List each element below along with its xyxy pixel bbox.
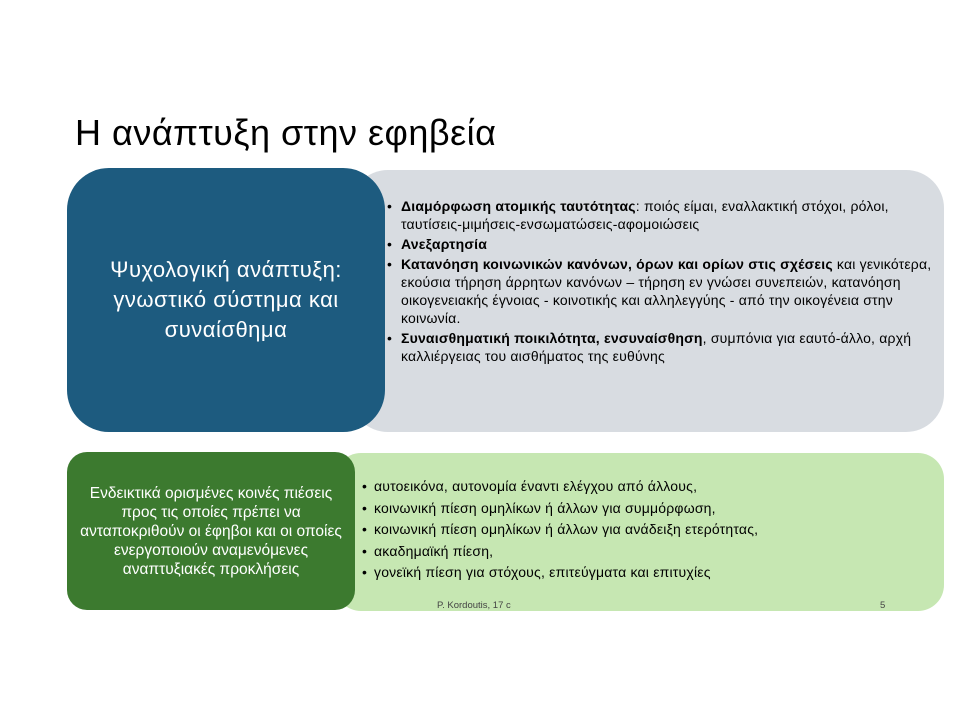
bullet-text: ακαδημαϊκή πίεση, — [374, 542, 494, 559]
list-item — [362, 562, 932, 584]
bottom-heading-box — [67, 452, 355, 610]
top-heading-box — [67, 168, 385, 432]
bullet-bold-text: Ανεξαρτησία — [401, 236, 488, 252]
top-bullet-list — [387, 197, 932, 369]
bullet-bold-text: Διαμόρφωση ατομικής ταυτότητας — [401, 198, 636, 214]
bullet-text: κοινωνική πίεση ομηλίκων ή άλλων για ανάδειξη ετερότητας, — [374, 521, 759, 537]
list-item — [362, 476, 932, 498]
list-item — [362, 498, 932, 520]
bullet-text: κοινωνική πίεση ομηλίκων ή άλλων για συμμόρφωση, — [374, 499, 716, 516]
bullet-bold-text: Συναισθηματική ποικιλότητα, ενσυναίσθηση — [401, 330, 703, 346]
bullet-text: και γενικότερα, εκούσια τήρηση άρρητων κανόνων – τήρηση εν γνώσει συνεπειών, κατανόηση οικογενειακής έγνοιας - κοινοτικής και αλληλεγγύης - από την οικογένεια στην κοινωνία. — [401, 256, 932, 326]
slide-title: Η ανάπτυξη στην εφηβεία — [75, 112, 497, 153]
list-item — [362, 519, 932, 541]
bullet-bold-text: Κατανόηση κοινωνικών κανόνων, όρων και ορίων στις σχέσεις — [401, 256, 833, 272]
list-item — [387, 197, 932, 233]
page-number: 5 — [880, 600, 886, 611]
bullet-text: γονεϊκή πίεση για στόχους, επιτεύγματα και επιτυχίες — [374, 564, 711, 580]
bullet-text: αυτοεικόνα, αυτονομία έναντι ελέγχου από άλλους, — [374, 478, 698, 494]
bottom-heading-text: Ενδεικτικά ορισμένες κοινές πιέσεις προς τις οποίες πρέπει να ανταποκριθούν οι έφηβοι και οι οποίες ενεργοποιούν αναμενόμενες αναπτυξιακές προκλήσεις — [80, 484, 342, 578]
list-item — [387, 235, 932, 253]
list-item — [387, 255, 932, 327]
list-item — [362, 541, 932, 563]
bullet-text: : ποιός είμαι, εναλλακτική στόχοι, ρόλοι, ταυτίσεις-μιμήσεις-ενσωματώσεις-αφομοιώσεις — [401, 198, 889, 232]
footer-author: P. Kordoutis, 17 c — [437, 600, 511, 611]
bullet-text: , συμπόνια για εαυτό-άλλο, αρχή καλλιέργειας του αισθήματος της ευθύνης — [401, 330, 912, 364]
top-heading-text: Ψυχολογική ανάπτυξη: γνωστικό σύστημα και συναίσθημα — [110, 257, 342, 342]
list-item — [387, 329, 932, 365]
bottom-bullet-list — [362, 476, 932, 584]
